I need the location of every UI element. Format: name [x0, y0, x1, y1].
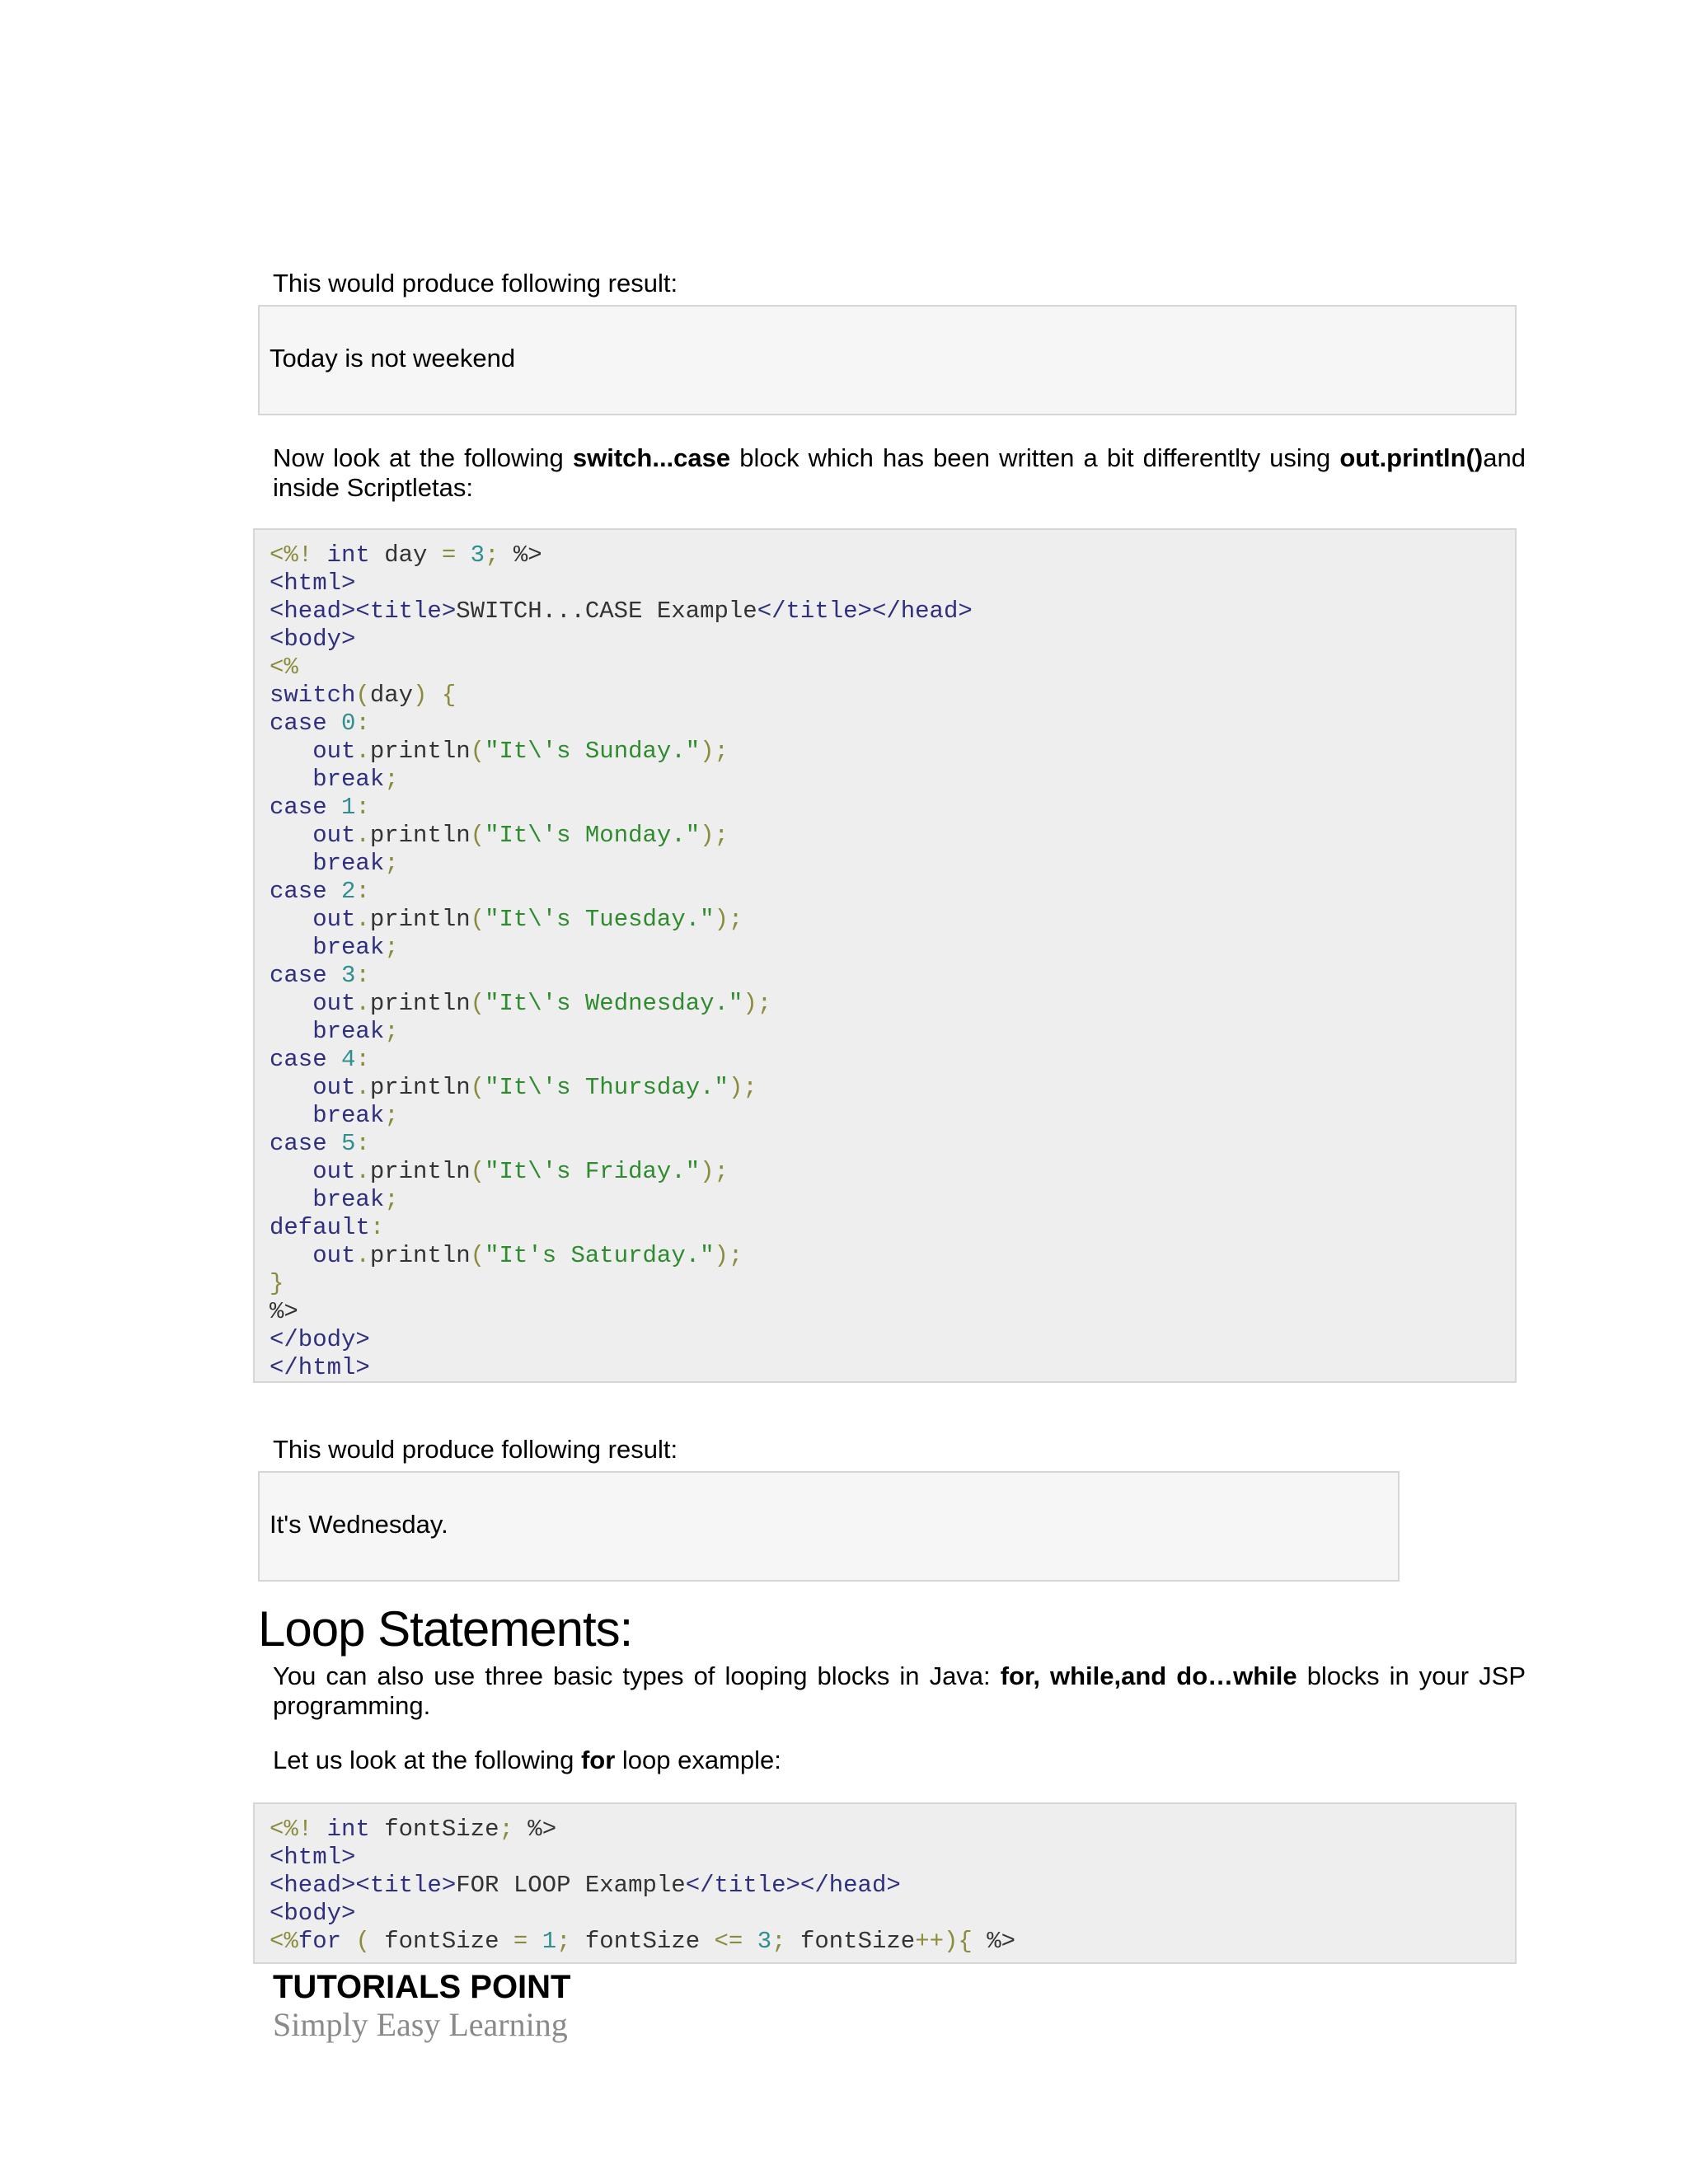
code-token: 3 — [470, 541, 485, 569]
code-token — [270, 850, 312, 877]
result-intro-1: This would produce following result: — [273, 269, 678, 298]
code-block-for — [253, 1802, 1517, 1964]
code-token — [270, 1158, 312, 1185]
code-token: <= — [714, 1928, 743, 1955]
code-token — [327, 878, 341, 905]
code-token: break — [312, 1102, 385, 1129]
code-token: %> — [513, 1816, 557, 1843]
code-token: case — [270, 962, 327, 989]
code-token: switch — [270, 682, 356, 709]
code-token — [270, 766, 312, 793]
code-token: 3 — [341, 962, 356, 989]
code-line — [270, 1158, 973, 1186]
code-line — [270, 1298, 973, 1326]
code-token: : — [355, 794, 370, 821]
code-token: : — [355, 878, 370, 905]
code-token: ); — [743, 990, 772, 1017]
code-token: ( — [470, 1074, 485, 1101]
code-line — [270, 1270, 973, 1298]
code-token: ; — [384, 766, 399, 793]
code-token: println — [369, 738, 471, 765]
code-token: int — [326, 541, 370, 569]
code-line — [270, 1074, 973, 1102]
code-token: println — [369, 1242, 471, 1269]
code-line — [270, 1900, 1015, 1928]
code-listing-switch — [270, 541, 973, 1382]
code-line — [270, 1816, 1015, 1844]
code-line — [270, 598, 973, 626]
code-token: : — [355, 1130, 370, 1157]
code-token: <html> — [270, 569, 356, 597]
code-line — [270, 1242, 973, 1270]
code-token: case — [270, 710, 327, 737]
code-token: "It\'s Friday." — [485, 1158, 701, 1185]
code-token: println — [369, 1158, 471, 1185]
code-line — [270, 878, 973, 906]
code-line — [270, 682, 973, 710]
code-token: ( — [355, 682, 370, 709]
code-token: out — [312, 1074, 356, 1101]
output-box-2 — [258, 1471, 1400, 1582]
code-token: out — [312, 738, 356, 765]
code-token: ; — [384, 850, 399, 877]
code-token — [270, 934, 312, 961]
output-text-2: It's Wednesday. — [270, 1510, 448, 1539]
code-token: } — [270, 1270, 284, 1297]
code-token: out — [312, 990, 356, 1017]
code-token — [456, 541, 470, 569]
code-token: "It\'s Wednesday." — [485, 990, 743, 1017]
code-token: FOR LOOP Example — [456, 1872, 686, 1899]
code-token: ; — [556, 1928, 571, 1955]
code-line — [270, 1046, 973, 1074]
code-token: ; — [499, 1816, 513, 1843]
for-intro-text-c: loop example: — [615, 1746, 781, 1774]
code-line — [270, 654, 973, 682]
loop-intro-text-c: blocks in your JSP programming. — [273, 1661, 1526, 1720]
code-line — [270, 1102, 973, 1130]
code-line — [270, 766, 973, 794]
code-token — [270, 822, 312, 849]
code-token: </title></head> — [757, 598, 973, 625]
code-block-switch — [253, 528, 1517, 1383]
code-token: ( — [470, 990, 485, 1017]
code-token: ); — [700, 822, 729, 849]
code-token — [270, 1242, 312, 1269]
code-token: 2 — [341, 878, 356, 905]
code-token: ); — [714, 906, 743, 933]
code-token: 3 — [757, 1928, 772, 1955]
code-token: . — [355, 738, 370, 765]
code-token: fontSize — [570, 1928, 715, 1955]
code-line — [270, 738, 973, 766]
code-token: <html> — [270, 1844, 356, 1871]
code-token: : — [355, 1046, 370, 1073]
code-line — [270, 850, 973, 878]
code-token: 0 — [341, 710, 356, 737]
code-token: ); — [728, 1074, 757, 1101]
code-token: ( — [470, 1242, 485, 1269]
output-box-1 — [258, 305, 1517, 415]
code-token: fontSize — [369, 1816, 499, 1843]
code-token: : — [355, 710, 370, 737]
section-heading: Loop Statements: — [258, 1601, 633, 1657]
code-listing-for — [270, 1816, 1015, 1956]
code-line — [270, 1354, 973, 1382]
code-token: ); — [700, 1158, 729, 1185]
code-line — [270, 1844, 1015, 1872]
loop-intro — [273, 1661, 1526, 1721]
code-token — [270, 1018, 312, 1045]
code-token: ); — [700, 738, 729, 765]
code-token: . — [355, 906, 370, 933]
code-token: 5 — [341, 1130, 356, 1157]
code-line — [270, 1018, 973, 1046]
for-keyword: for — [580, 1746, 616, 1774]
code-token: break — [312, 850, 385, 877]
result-intro-2: This would produce following result: — [273, 1435, 678, 1464]
code-token: ; — [384, 1186, 399, 1213]
code-token: break — [312, 934, 385, 961]
code-token: break — [312, 1186, 385, 1213]
code-token: break — [312, 1018, 385, 1045]
code-token: ( — [355, 1928, 370, 1955]
code-token: ) { — [413, 682, 457, 709]
code-token: : — [369, 1214, 385, 1241]
code-token: break — [312, 766, 385, 793]
switch-intro-text-c: block which has been written a bit differentlty using — [730, 443, 1340, 472]
code-token: %> — [270, 1298, 298, 1325]
code-line — [270, 794, 973, 822]
code-token: %> — [972, 1928, 1016, 1955]
code-token: day — [369, 682, 414, 709]
code-line — [270, 990, 973, 1018]
code-line — [270, 541, 973, 569]
code-line — [270, 1130, 973, 1158]
switch-case-intro — [273, 443, 1526, 503]
code-token: fontSize — [369, 1928, 513, 1955]
code-token — [270, 906, 312, 933]
code-token: println — [369, 906, 471, 933]
code-token — [327, 1130, 341, 1157]
code-line — [270, 1326, 973, 1354]
code-token: </title></head> — [685, 1872, 901, 1899]
code-line — [270, 710, 973, 738]
code-token: . — [355, 822, 370, 849]
code-token — [270, 990, 312, 1017]
code-token — [270, 1074, 312, 1101]
code-token — [327, 1046, 341, 1073]
println-keyword: out.println() — [1339, 443, 1484, 472]
code-token: case — [270, 794, 327, 821]
code-token: : — [355, 962, 370, 989]
code-token: ; — [384, 934, 399, 961]
code-token: <head><title> — [270, 598, 457, 625]
code-line — [270, 1214, 973, 1242]
code-token — [270, 1102, 312, 1129]
code-token: println — [369, 822, 471, 849]
code-token: int — [326, 1816, 370, 1843]
code-token: case — [270, 1046, 327, 1073]
code-token: out — [312, 1158, 356, 1185]
for-loop-intro — [273, 1746, 1526, 1775]
code-token: 4 — [341, 1046, 356, 1073]
code-token: = — [513, 1928, 528, 1955]
code-token: <% — [270, 1928, 298, 1955]
for-intro-text-a: Let us look at the following — [273, 1746, 581, 1774]
footer-brand: TUTORIALS POINT — [273, 1969, 571, 2005]
code-token: <% — [270, 654, 298, 681]
code-token: fontSize — [785, 1928, 916, 1955]
code-token: <%! — [270, 1816, 327, 1843]
code-token: <body> — [270, 626, 356, 653]
code-token: ( — [470, 906, 485, 933]
code-line — [270, 1872, 1015, 1900]
code-token: 1 — [341, 794, 356, 821]
code-line — [270, 934, 973, 962]
code-token: . — [355, 1158, 370, 1185]
code-token: . — [355, 1242, 370, 1269]
code-token: out — [312, 906, 356, 933]
code-token: "It\'s Monday." — [485, 822, 701, 849]
code-token: SWITCH...CASE Example — [456, 598, 757, 625]
code-token: case — [270, 878, 327, 905]
code-token: "It\'s Sunday." — [485, 738, 701, 765]
code-line — [270, 962, 973, 990]
code-token: ; — [771, 1928, 786, 1955]
code-line — [270, 569, 973, 598]
code-token: for — [298, 1928, 342, 1955]
code-token — [327, 710, 341, 737]
code-token — [341, 1928, 355, 1955]
code-token: </html> — [270, 1354, 370, 1381]
code-token — [270, 738, 312, 765]
code-token: <head><title> — [270, 1872, 457, 1899]
code-token: %> — [499, 541, 542, 569]
switch-case-keyword: switch...case — [572, 443, 731, 472]
footer-tagline: Simply Easy Learning — [273, 2006, 568, 2043]
code-token: day — [369, 541, 442, 569]
code-token: . — [355, 1074, 370, 1101]
code-token: case — [270, 1130, 327, 1157]
code-token: out — [312, 1242, 356, 1269]
code-token: "It\'s Thursday." — [485, 1074, 729, 1101]
code-token: "It's Saturday." — [485, 1242, 715, 1269]
code-token: "It\'s Tuesday." — [485, 906, 715, 933]
code-token: </body> — [270, 1326, 370, 1353]
code-line — [270, 1186, 973, 1214]
code-token — [327, 962, 341, 989]
code-token — [270, 1186, 312, 1213]
code-token: println — [369, 1074, 471, 1101]
code-token: ); — [714, 1242, 743, 1269]
code-token: <body> — [270, 1900, 356, 1927]
code-token: ( — [470, 822, 485, 849]
code-line — [270, 906, 973, 934]
code-token: 1 — [542, 1928, 557, 1955]
code-token: <%! — [270, 541, 327, 569]
code-token — [743, 1928, 757, 1955]
code-token: ; — [384, 1102, 399, 1129]
code-token: default — [270, 1214, 370, 1241]
switch-intro-text-e: and inside Scriptletas: — [273, 443, 1526, 502]
loop-keywords: for, while,and do…while — [1000, 1661, 1297, 1690]
output-text-1: Today is not weekend — [270, 344, 516, 373]
code-token — [528, 1928, 542, 1955]
code-token: ( — [470, 1158, 485, 1185]
code-line — [270, 822, 973, 850]
code-line — [270, 1928, 1015, 1956]
code-token — [327, 794, 341, 821]
switch-intro-text-a: Now look at the following — [273, 443, 573, 472]
code-line — [270, 626, 973, 654]
code-token: out — [312, 822, 356, 849]
code-token: ++){ — [915, 1928, 973, 1955]
code-token: ; — [384, 1018, 399, 1045]
code-token: . — [355, 990, 370, 1017]
code-token: ; — [485, 541, 499, 569]
code-token: ( — [470, 738, 485, 765]
code-token: = — [441, 541, 457, 569]
code-token: println — [369, 990, 471, 1017]
loop-intro-text-a: You can also use three basic types of looping blocks in Java: — [273, 1661, 1001, 1690]
